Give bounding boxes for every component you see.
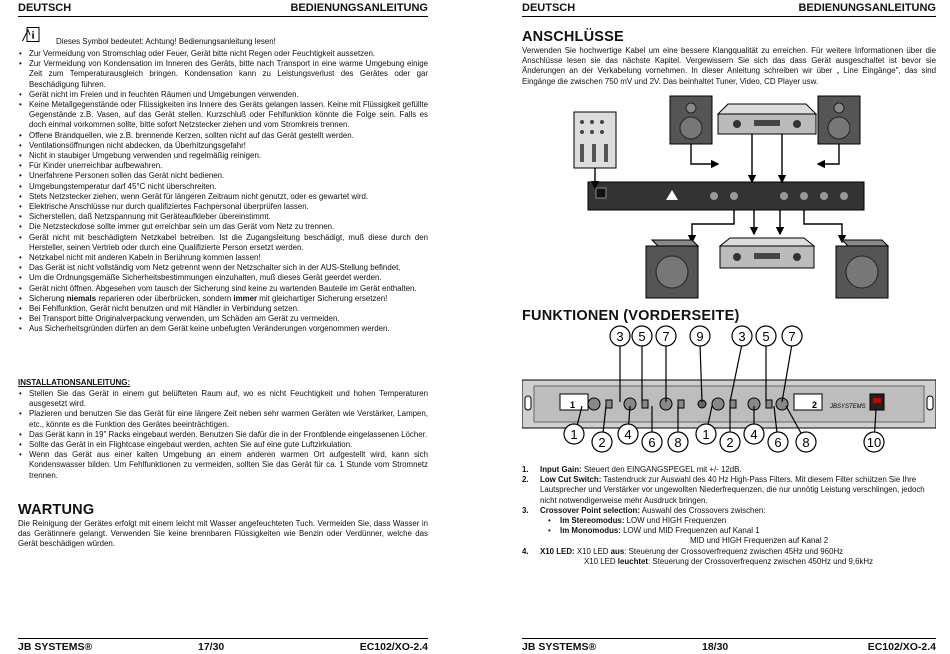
function-item: 4. X10 LED: X10 LED aus: Steuerung der Crossoverfrequenz zwischen 45Hz und 960Hz X10 LED leuchtet: Steuerung der Crossoverfrequenz zwischen 450Hz und 9,6kHz [522, 547, 936, 567]
function-list [522, 465, 936, 567]
function-text: : Steuerung der Crossoverfrequenz zwischen 45Hz und 960Hz [624, 546, 844, 556]
footer-brand: JB SYSTEMS® [18, 641, 93, 653]
amplifier-icon [720, 238, 814, 268]
knob-icon [712, 398, 724, 410]
list-item: • Gerät nicht öffnen. Abgesehen vom tausch der Sicherung sind keine zu wartenden Bauteile im Gerät enthalten. [18, 284, 428, 294]
function-emph: aus [610, 546, 625, 556]
function-label: Input Gain: [540, 465, 582, 474]
list-item: • Plazieren und benutzen Sie das Gerät für eine längere Zeit neben sehr warmen Geräten wie Verstärker, Lampen, etc., könnte es die Funktion des Gerätes beeinträchtigen. [18, 409, 428, 429]
footer-page-number: 17/30 [198, 641, 225, 653]
function-item: 1. Input Gain: Steuert den EINGANGSPEGEL mit +/- 12dB. [522, 465, 742, 474]
callout-10: 10 [866, 435, 882, 450]
list-item: • Aus Sicherheitsgründen dürfen an dem Gerät keine unbefugten Veränderungen vorgenommen werden. [18, 324, 428, 334]
callout-6: 6 [774, 435, 782, 450]
footer-page-number: 18/30 [702, 641, 729, 653]
fuse-text-1: Sicherung [29, 293, 67, 303]
function-label: Crossover Point selection: [540, 505, 640, 515]
list-item: • Das Gerät kann in 19" Racks eingebaut werden. Benutzen Sie dafür die in der Frontblende eingelassenen Löcher. [18, 430, 428, 440]
anschluesse-text: Verwenden Sie hochwertige Kabel um eine bessere Klangqualität zu erreichen. Für weitere Informationen über die Anschlüsse lesen sie das nächste Kapitel. Vergewissern Sie sich das dass Gerät ausgeschaltet ist bevor sie Änderungen an der Verkabelung vornehmen. In dieser Anleitung schreiben wir über „ Line Eingänge", das sind Eingänge die zwischen 750 mV und 2V. Das beinhaltet Tuner, Video, CD Player usw. [522, 46, 936, 86]
callout-2: 2 [598, 435, 606, 450]
function-text: Auswahl des Crossovers zwischen: [639, 505, 766, 515]
function-text: X10 LED [574, 546, 611, 556]
list-item: • Für Kinder unerreichbar aufbewahren. [18, 161, 428, 171]
list-item: • Die Netzsteckdose sollte immer gut erreichbar sein um das Gerät vom Netz zu trennen. [18, 222, 428, 232]
panel-channel-1: 1 [570, 400, 576, 410]
header-language: DEUTSCH [522, 2, 576, 14]
sub-text: LOW und MID Frequenzen auf Kanal 1 [620, 526, 760, 536]
anschluesse-heading: ANSCHLÜSSE [522, 29, 624, 45]
list-item: • Umgebungstemperatur darf 45°C nicht überschreiten. [18, 182, 428, 192]
list-item-fuse [18, 294, 428, 304]
wartung-text: Die Reinigung der Gerätes erfolgt mit einem leicht mit Wasser angefeuchteten Tuch. Vermeiden Sie, dass Wasser in das Gerätinnere gelangt. Verwenden Sie keine brennbaren Flüssigkeiten wie Benzin oder Verdünner, welche das Gerät beschädigen würden. [18, 519, 428, 549]
fuse-text-3: mit gleichartiger Sicherung ersetzen! [257, 293, 388, 303]
switch-icon [606, 400, 612, 408]
warning-note [18, 27, 428, 46]
safety-list [18, 49, 428, 335]
footer-model: EC102/XO-2.4 [359, 641, 428, 653]
callout-9: 9 [696, 329, 704, 344]
sub-label: Im Stereomodus: [560, 516, 625, 526]
header-title: BEDIENUNGSANLEITUNG [798, 2, 936, 14]
switch-icon [730, 400, 736, 408]
svg-text:i: i [31, 29, 35, 42]
list-item: • Stellen Sie das Gerät in einem gut belüfteten Raum auf, wo es nicht Feuchtigkeit und hohen Temperaturen ausgesetzt wird. [18, 389, 428, 409]
list-item: • Bei Fehlfunktion, Gerät nicht benutzen und mit Händler in Verbindung setzen. [18, 304, 428, 314]
function-text: Steuert den EINGANGSPEGEL mit +/- 12dB. [581, 465, 742, 474]
list-item: • Ventilationsöffnungen nicht abdecken, da Überhitzungsgefahr! [18, 141, 428, 151]
callout-1: 1 [702, 427, 710, 442]
callout-4: 4 [750, 427, 758, 442]
knob-icon [588, 398, 600, 410]
list-item: • Um die Ordnungsgemäße Sicherheitsbestimmungen einzuhalten, muß dieses Gerät geerdet werden. [18, 273, 428, 283]
page-footer [18, 638, 428, 653]
sub-text: LOW und HIGH Frequenzen [624, 516, 727, 526]
callout-8: 8 [802, 435, 810, 450]
list-item: • Zur Vermeidung von Stromschlag oder Feuer, Gerät bitte nicht Regen oder Feuchtigkeit aussetzen. [18, 49, 428, 59]
switch-icon [678, 400, 684, 408]
right-page [522, 0, 936, 654]
callout-2: 2 [726, 435, 734, 450]
function-item: 2. Low Cut Switch: Tastendruck zur Auswahl des 40 Hz High-Pass Filters. Mit diesem Filter schützen Sie Ihre Lautsprecher und Verstärker vor ungewollten Niederfrequenzen, die nur unnötig Leistung verschlingen, jedoch nicht notwendigerweise mehr Ausdruck bringen. [522, 475, 925, 505]
page-header [18, 2, 428, 17]
fuse-text-2: reparieren oder überbrücken, sondern [96, 293, 234, 303]
list-item: • Bei Transport bitte Originalverpackung verwenden, um Schäden am Gerät zu vermeiden. [18, 314, 428, 324]
install-heading: INSTALLATIONSANLEITUNG: [18, 378, 131, 387]
amplifier-icon [718, 104, 816, 134]
function-label: Low Cut Switch: [540, 475, 602, 485]
function-text-line2 [540, 557, 936, 567]
subwoofer-icon [646, 240, 698, 298]
list-item: • Sollte das Gerät in ein Flightcase eingebaut werden, achten Sie auf eine gute Luftzirkulation. [18, 440, 428, 450]
callout-4: 4 [624, 427, 632, 442]
callout-1: 1 [570, 427, 578, 442]
callout-7: 7 [788, 329, 796, 344]
list-item: • Keine Metallgegenstände oder Flüssigkeiten ins Innere des Geräts gelangen lassen. Keine mit Flüssigkeit gefüllte Gegenstände z.B. Vasen, auf das Gerät stellen. Kurzschluß oder Fehlfunktion könnte die Folge sein. Falls es doch einmal vorkommen sollte, bitte sofort Netzstecker ziehen und vom Stromkreis trennen. [18, 100, 428, 131]
speaker-icon [818, 96, 860, 144]
list-item: • Zur Vermeidung von Kondensation im Inneren des Geräts, bitte nach Transport in eine warme Umgebung einige Zeit zum Temperaturausgleich bringen. Kondensation kann zu Leistungsverlust des Gerätes oder gar Beschädigung führen. [18, 59, 428, 90]
list-item: • Nicht in staubiger Umgebung verwenden und regelmäßig reinigen. [18, 151, 428, 161]
warning-text: Dieses Symbol bedeutet: Achtung! Bedienungsanleitung lesen! [56, 37, 276, 46]
callout-7: 7 [662, 329, 670, 344]
header-title: BEDIENUNGSANLEITUNG [290, 2, 428, 14]
list-item: • Das Gerät ist nicht vollständig vom Netz getrennt wenn der Netzschalter sich in der AUS-Stellung befindet. [18, 263, 428, 273]
front-panel-diagram [522, 322, 936, 462]
page-footer [522, 638, 936, 653]
list-item: • Gerät nicht mit beschädigtem Netzkabel betreiben. Ist die Zugangsleitung beschädigt, muß diese durch den Hersteller, seinen Vertrieb oder durch eine Qualifizierte Person ersetzt werden. [18, 233, 428, 253]
connection-diagram [522, 92, 936, 304]
list-item: • Netzkabel nicht mit anderen Kabeln in Berührung kommen lassen! [18, 253, 428, 263]
crossover-rear-panel [588, 182, 864, 210]
sub-label: Im Monomodus: [560, 526, 621, 536]
panel-channel-2: 2 [812, 400, 818, 410]
footer-model: EC102/XO-2.4 [867, 641, 936, 653]
speaker-icon [670, 96, 712, 144]
switch-icon [642, 400, 648, 408]
subwoofer-icon [836, 240, 888, 298]
fuse-emph-never: niemals [66, 293, 97, 303]
page-header [522, 2, 936, 17]
wartung-heading: WARTUNG [18, 502, 95, 518]
switch-icon [766, 400, 772, 408]
footer-brand: JB SYSTEMS® [522, 641, 597, 653]
list-item: • Gerät nicht im Freien und in feuchten Räumen und Umgebungen verwenden. [18, 90, 428, 100]
sub-text-continued: MID und HIGH Frequenzen auf Kanal 2 [690, 536, 829, 546]
callout-3: 3 [616, 329, 624, 344]
left-page [18, 0, 428, 654]
list-item: • Wenn das Gerät aus einer kalten Umgebung an einem anderen warmen Ort aufgestellt wird, kann sich Kondenswasser bilden. Um Fehlfunktionen zu vermeiden, sollten Sie das Gerät für ca. 1 Stunde vom Stromnetz trennen. [18, 450, 428, 481]
fuse-emph-always: immer [233, 293, 258, 303]
function-text: : Steuerung der Crossoverfrequenz zwischen 450Hz und 9,6kHz [648, 556, 874, 566]
list-item: • Offene Brandquellen, wie z.B. brennende Kerzen, sollten nicht auf das Gerät gestellt werden. [18, 131, 428, 141]
header-language: DEUTSCH [18, 2, 72, 14]
callout-5: 5 [762, 329, 770, 344]
list-item: • Unerfahrene Personen sollen das Gerät nicht bedienen. [18, 171, 428, 181]
list-item: • Sicherstellen, daß Netzspannung mit Geräteaufkleber übereinstimmt. [18, 212, 428, 222]
install-list [18, 389, 428, 481]
function-item: 3. Crossover Point selection: Auswahl des Crossovers zwischen: • Im Stereomodus: LOW und HIGH Frequenzen • Im Monomodus: LOW und MID Frequenzen auf Kanal 1 MID und HIGH Frequenzen auf Kanal 2 [522, 506, 936, 547]
sub-item [540, 516, 936, 526]
list-item: • Elektrische Anschlüsse nur durch qualifiziertes Fachpersonal überprüfen lassen. [18, 202, 428, 212]
funktionen-heading: FUNKTIONEN (VORDERSEITE) [522, 308, 740, 324]
function-text: X10 LED [584, 556, 618, 566]
sub-item [540, 526, 936, 536]
function-text: Tastendruck zur Auswahl des 40 Hz High-Pass Filters. Mit diesem Filter schützen Sie Ihre Lautsprecher und Verstärker vor ungewollten Niederfrequenzen, die nur unnötig Leistung verschlingen, jedoch nicht notwendigerweise mehr Ausdruck bringen. [540, 475, 925, 505]
callout-8: 8 [674, 435, 682, 450]
callout-3: 3 [738, 329, 746, 344]
callout-5: 5 [638, 329, 646, 344]
mixer-icon [574, 112, 616, 168]
function-label: X10 LED: [540, 546, 575, 556]
list-item: • Stets Netzstecker ziehen, wenn Gerät für längeren Zeitraum nicht genutzt, oder es gewartet wird. [18, 192, 428, 202]
callout-6: 6 [648, 435, 656, 450]
panel-brand: JBSYSTEMS [830, 404, 866, 410]
function-emph: leuchtet [617, 556, 649, 566]
